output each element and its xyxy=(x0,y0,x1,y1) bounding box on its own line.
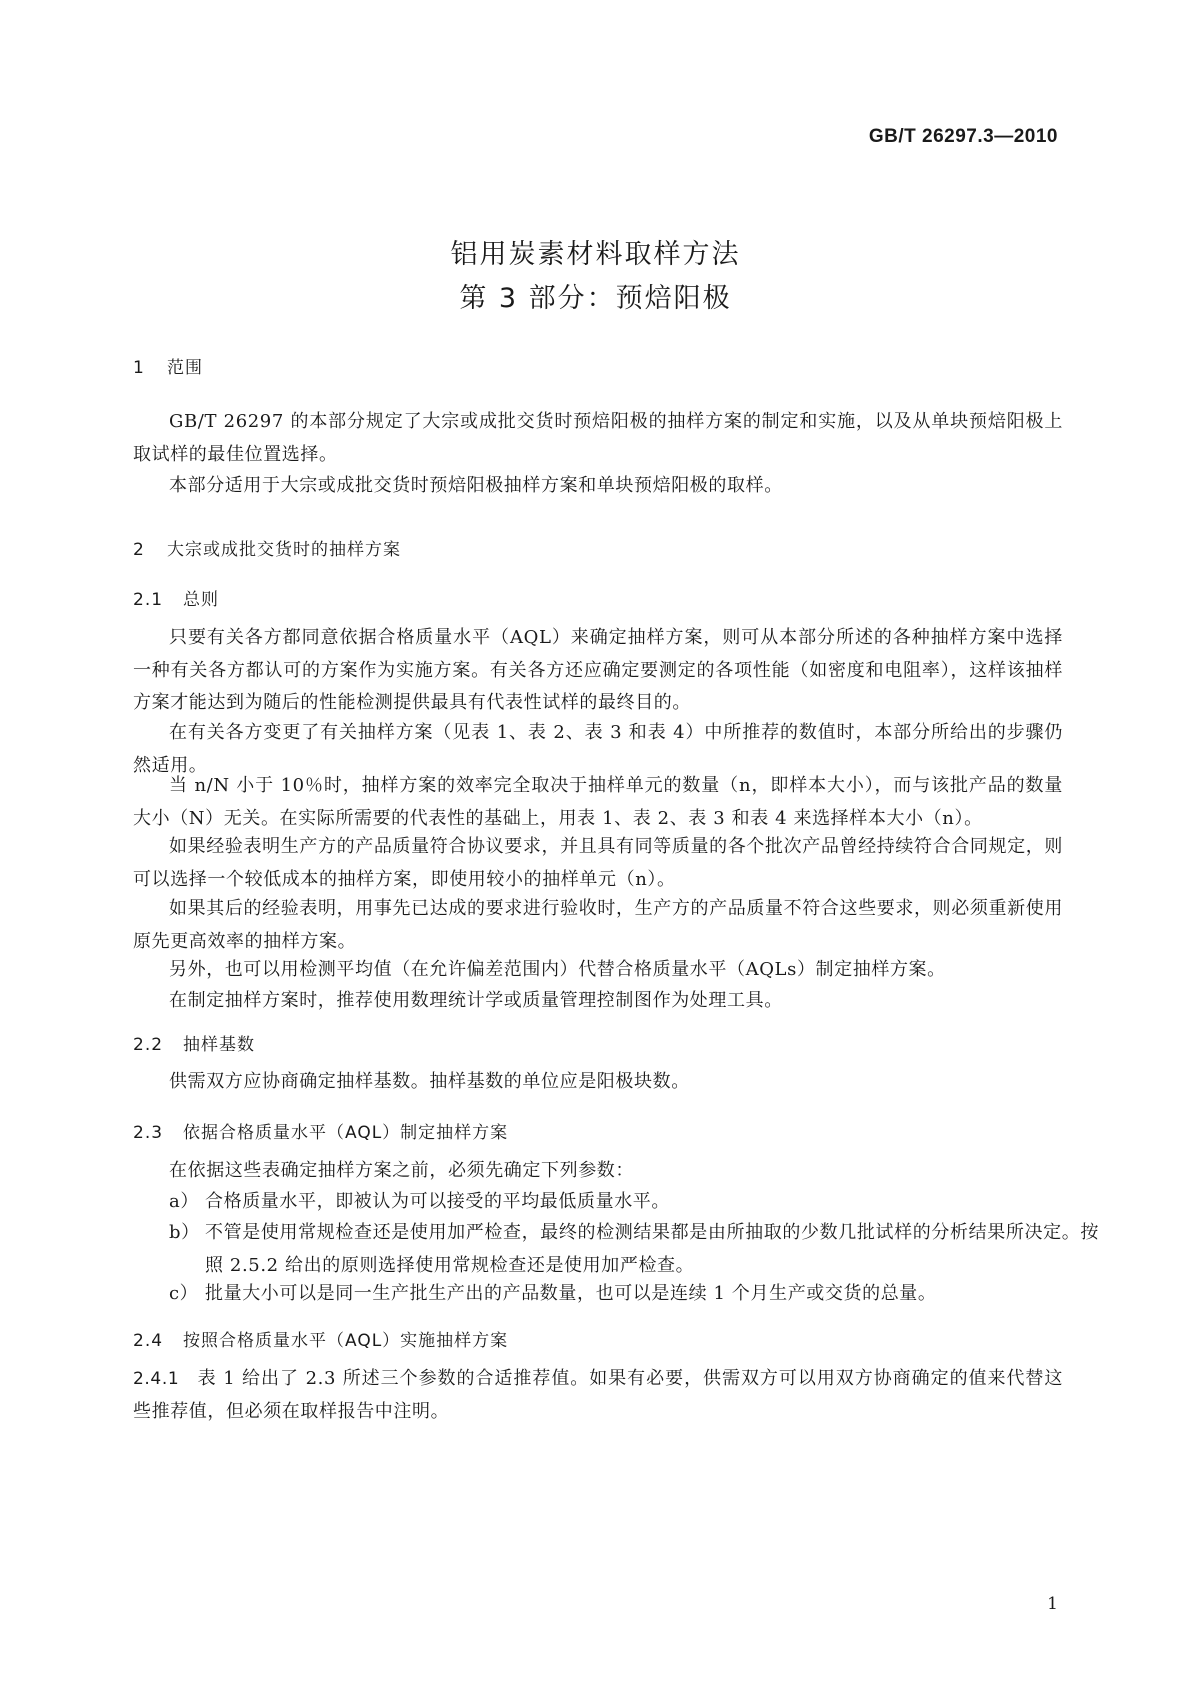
section-title: 大宗或成批交货时的抽样方案 xyxy=(167,540,401,560)
section-2-2-heading xyxy=(133,1030,255,1055)
section-2-1-paragraph: 当 n/N 小于 10％时，抽样方案的效率完全取决于抽样单元的数量（n，即样本大小），而与该批产品的数量大小（N）无关。在实际所需要的代表性的基础上，用表 1、表 2、表 3 和表 4 来选择样本大小（n）。 xyxy=(133,775,1063,829)
section-1-paragraph: GB/T 26297 的本部分规定了大宗或成批交货时预焙阳极的抽样方案的制定和实施，以及从单块预焙阳极上取试样的最佳位置选择。 xyxy=(133,411,1063,465)
section-1-paragraph: 本部分适用于大宗或成批交货时预焙阳极抽样方案和单块预焙阳极的取样。 xyxy=(169,475,783,496)
section-2-1-paragraph: 在有关各方变更了有关抽样方案（见表 1、表 2、表 3 和表 4）中所推荐的数值时，本部分所给出的步骤仍然适用。 xyxy=(133,722,1063,776)
list-item-text: 合格质量水平，即被认为可以接受的平均最低质量水平。 xyxy=(205,1191,670,1212)
section-number: 2.4 xyxy=(133,1331,164,1351)
section-2-4-heading xyxy=(133,1326,508,1351)
section-2-1-paragraph: 在制定抽样方案时，推荐使用数理统计学或质量管理控制图作为处理工具。 xyxy=(169,990,783,1011)
section-title: 按照合格质量水平（AQL）实施抽样方案 xyxy=(183,1331,509,1351)
section-title: 依据合格质量水平（AQL）制定抽样方案 xyxy=(183,1123,509,1143)
section-number: 2.2 xyxy=(133,1035,164,1055)
section-2-1-paragraph: 如果其后的经验表明，用事先已达成的要求进行验收时，生产方的产品质量不符合这些要求，则必须重新使用原先更高效率的抽样方案。 xyxy=(133,898,1063,952)
list-item-text: 不管是使用常规检查还是使用加严检查，最终的检测结果都是由所抽取的少数几批试样的分析结果所决定。按照 2.5.2 给出的原则选择使用常规检查还是使用加严检查。 xyxy=(205,1222,1099,1276)
section-number: 2 xyxy=(133,540,145,560)
section-2-heading xyxy=(133,535,401,560)
document-subtitle: 第 3 部分：预焙阳极 xyxy=(459,283,732,314)
clause-number: 2.4.1 xyxy=(133,1369,180,1389)
clause-text: 表 1 给出了 2.3 所述三个参数的合适推荐值。如果有必要，供需双方可以用双方协商确定的值来代替这些推荐值，但必须在取样报告中注明。 xyxy=(133,1368,1063,1422)
list-item-label: b） xyxy=(169,1222,200,1243)
section-title: 范围 xyxy=(167,358,203,378)
list-item-text: 批量大小可以是同一生产批生产出的产品数量，也可以是连续 1 个月生产或交货的总量。 xyxy=(205,1283,937,1304)
clause-2-4-1 xyxy=(133,1363,1063,1428)
section-1-heading xyxy=(133,353,203,378)
section-2-3-heading xyxy=(133,1118,508,1143)
document-title: 铝用炭素材料取样方法 xyxy=(450,239,741,270)
section-2-3-intro: 在依据这些表确定抽样方案之前，必须先确定下列参数： xyxy=(169,1160,634,1181)
section-2-1-paragraph: 如果经验表明生产方的产品质量符合协议要求，并且具有同等质量的各个批次产品曾经持续符合合同规定，则可以选择一个较低成本的抽样方案，即使用较小的抽样单元（n）。 xyxy=(133,836,1063,890)
section-2-1-paragraph: 另外，也可以用检测平均值（在允许偏差范围内）代替合格质量水平（AQLs）制定抽样方案。 xyxy=(169,959,946,980)
section-2-1-heading xyxy=(133,585,219,610)
section-2-1-paragraph: 只要有关各方都同意依据合格质量水平（AQL）来确定抽样方案，则可从本部分所述的各种抽样方案中选择一种有关各方都认可的方案作为实施方案。有关各方还应确定要测定的各项性能（如密度和电阻率），这样该抽样方案才能达到为随后的性能检测提供最具有代表性试样的最终目的。 xyxy=(133,627,1063,713)
section-title: 抽样基数 xyxy=(183,1035,255,1055)
page-number: 1 xyxy=(1047,1594,1058,1614)
list-item xyxy=(169,1217,1099,1282)
list-item xyxy=(169,1186,1099,1219)
section-title: 总则 xyxy=(183,590,219,610)
section-number: 2.3 xyxy=(133,1123,164,1143)
section-number: 1 xyxy=(133,358,145,378)
section-number: 2.1 xyxy=(133,590,164,610)
section-2-2-paragraph: 供需双方应协商确定抽样基数。抽样基数的单位应是阳极块数。 xyxy=(169,1071,690,1092)
list-item xyxy=(169,1278,1099,1311)
list-item-label: c） xyxy=(169,1283,199,1304)
list-item-label: a） xyxy=(169,1191,199,1212)
standard-code: GB/T 26297.3—2010 xyxy=(868,126,1058,147)
